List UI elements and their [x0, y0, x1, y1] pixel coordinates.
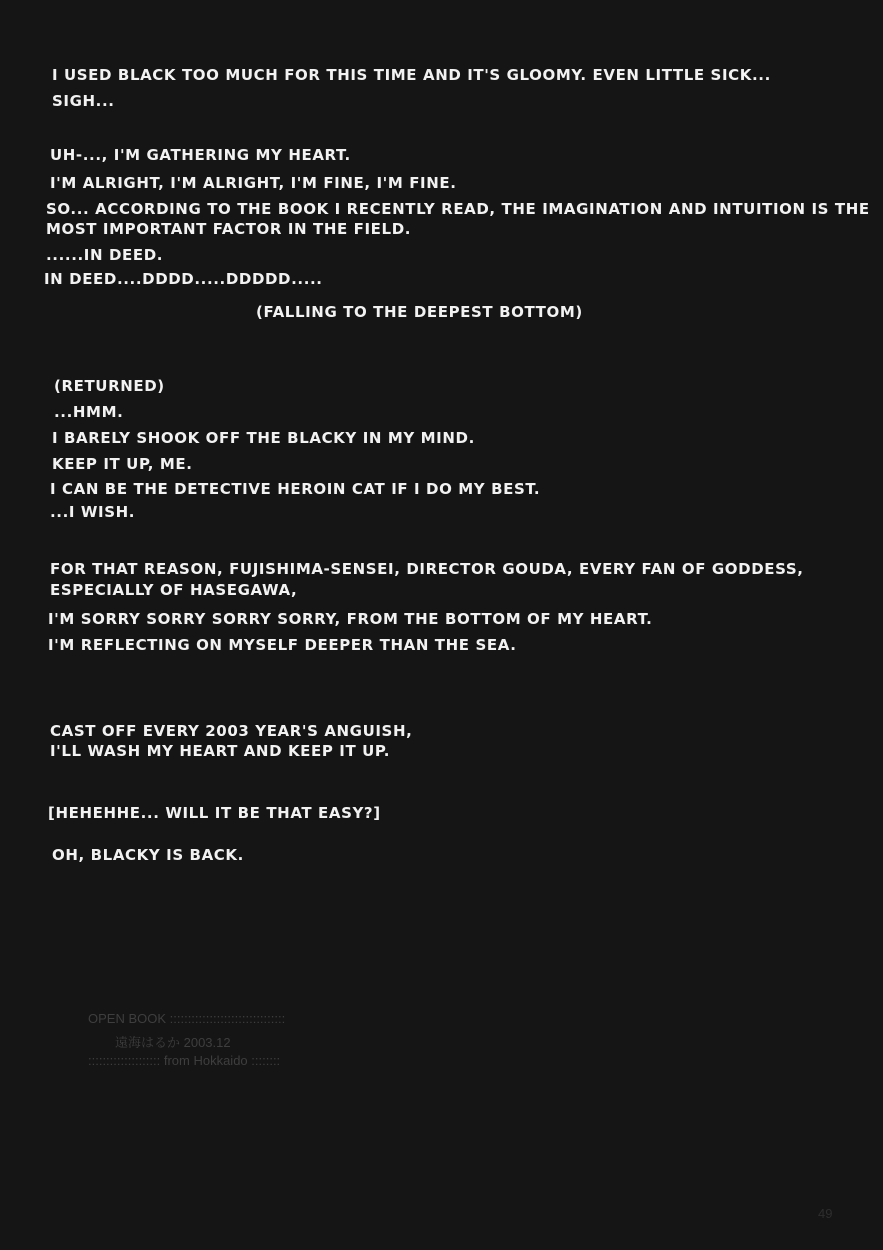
- page-number: 49: [818, 1206, 833, 1221]
- text-line: ...HMM.: [54, 403, 124, 421]
- text-line: IN DEED....DDDD.....DDDDD.....: [44, 270, 323, 288]
- text-line: FOR THAT REASON, FUJISHIMA-SENSEI, DIRECTOR GOUDA, EVERY FAN OF GODDESS,: [50, 560, 804, 578]
- text-line: I'M SORRY SORRY SORRY SORRY, FROM THE BOTTOM OF MY HEART.: [48, 610, 653, 628]
- text-line: ESPECIALLY OF HASEGAWA,: [50, 581, 298, 599]
- text-line: (FALLING TO THE DEEPEST BOTTOM): [256, 303, 583, 321]
- text-line: I'M ALRIGHT, I'M ALRIGHT, I'M FINE, I'M FINE.: [50, 174, 457, 192]
- text-line: ...I WISH.: [50, 503, 136, 521]
- credit-title: OPEN BOOK ::::::::::::::::::::::::::::::::: [88, 1011, 286, 1026]
- text-line: I USED BLACK TOO MUCH FOR THIS TIME AND IT'S GLOOMY. EVEN LITTLE SICK...: [52, 66, 771, 84]
- credit-author-date: 遠海はるか 2003.12: [115, 1035, 231, 1050]
- credit-location: :::::::::::::::::::: from Hokkaido ::::::::: [88, 1053, 281, 1068]
- text-line: KEEP IT UP, ME.: [52, 455, 193, 473]
- text-line: OH, BLACKY IS BACK.: [52, 846, 244, 864]
- text-line: SIGH...: [52, 92, 115, 110]
- text-line: (RETURNED): [54, 377, 165, 395]
- text-line: ......IN DEED.: [46, 246, 164, 264]
- text-line: I'LL WASH MY HEART AND KEEP IT UP.: [50, 742, 391, 760]
- text-line: CAST OFF EVERY 2003 YEAR'S ANGUISH,: [50, 722, 413, 740]
- text-line: UH-..., I'M GATHERING MY HEART.: [50, 146, 351, 164]
- text-line: I CAN BE THE DETECTIVE HEROIN CAT IF I DO MY BEST.: [50, 480, 541, 498]
- text-line: [HEHEHHE... WILL IT BE THAT EASY?]: [48, 804, 381, 822]
- text-line: I BARELY SHOOK OFF THE BLACKY IN MY MIND.: [52, 429, 475, 447]
- text-line: SO... ACCORDING TO THE BOOK I RECENTLY READ, THE IMAGINATION AND INTUITION IS THE: [46, 200, 870, 218]
- text-line: MOST IMPORTANT FACTOR IN THE FIELD.: [46, 220, 412, 238]
- text-line: I'M REFLECTING ON MYSELF DEEPER THAN THE SEA.: [48, 636, 517, 654]
